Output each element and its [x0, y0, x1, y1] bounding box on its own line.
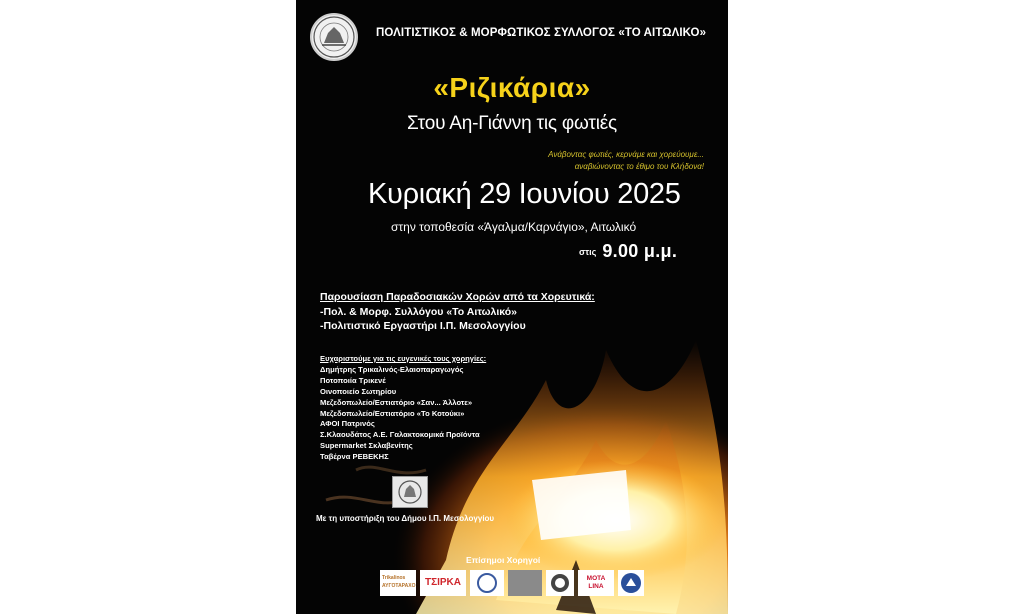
event-time — [579, 241, 677, 262]
time-prefix: στις — [579, 246, 597, 257]
municipality-logo — [392, 476, 428, 508]
municipality-support: Με τη υποστήριξη του Δήμου Ι.Π. Μεσολογγίου — [316, 514, 495, 523]
photo-sponsor-logo — [508, 570, 542, 596]
event-date: Κυριακή 29 Ιουνίου 2025 — [368, 178, 681, 210]
tagline — [404, 149, 704, 173]
event-location: στην τοποθεσία «Άγαλμα/Καρνάγιο», Αιτωλικό — [391, 220, 637, 234]
association-name: ΠΟΛΙΤΙΣΤΙΚΟΣ & ΜΟΡΦΩΤΙΚΟΣ ΣΥΛΛΟΓΟΣ «ΤΟ ΑΙΤΩΛΙΚΟ» — [376, 27, 707, 39]
sponsor-logo-text: MOTA LINA — [586, 575, 606, 590]
dance-presentation — [320, 290, 595, 334]
tsirka-logo — [420, 570, 466, 596]
tagline-line-2: αναβιώνοντας το έθιμο του Κλήδονα! — [574, 162, 704, 171]
association-emblem-icon — [312, 15, 356, 59]
sponsor-thanks — [320, 354, 486, 463]
sponsor-logo-text: ΤΣΙΡΚΑ — [424, 577, 461, 588]
association-logo — [310, 13, 358, 61]
sponsor-name: Μεζεδοπωλείο/Εστιατόριο «Σαν... Άλλοτε» — [320, 397, 473, 407]
round-badge-logo — [546, 570, 574, 596]
circle-sponsor-logo — [470, 570, 504, 596]
municipality-emblem-icon — [393, 477, 427, 507]
dance-group: -Πολ. & Μορφ. Συλλόγου «Το Αιτωλικό» — [320, 305, 518, 318]
header — [296, 10, 728, 64]
left-margin — [0, 0, 296, 614]
mota-lina-logo — [578, 570, 614, 596]
presentation-heading: Παρουσίαση Παραδοσιακών Χορών από τα Χορευτικά: — [320, 291, 595, 303]
thanks-heading: Ευχαριστούμε για τις ευγενικές τους χορηγίες: — [320, 354, 487, 363]
sponsor-name: Σ.Κλαουδάτος Α.Ε. Γαλακτοκομικά Προϊόντα — [320, 430, 480, 440]
sponsor-name: Δημήτρης Τρικαλινός-Ελαιοπαραγωγός — [320, 364, 464, 374]
sponsor-name: Supermarket Σκλαβενίτης — [320, 441, 413, 451]
tagline-line-1: Ανάβοντας φωτιές, κερνάμε και χορεύουμε... — [548, 150, 704, 159]
blue-emblem-logo — [618, 570, 644, 596]
event-poster — [296, 0, 728, 614]
blue-emblem-icon — [618, 570, 644, 596]
official-sponsors-heading: Επίσημοι Χορηγοί — [466, 555, 541, 565]
sponsor-name: Μεζεδοπωλείο/Εστιατόριο «Το Κοτούκι» — [320, 408, 465, 418]
sponsor-name: Ταβέρνα ΡΕΒΕΚΗΣ — [320, 452, 389, 462]
event-subtitle: Στου Αη-Γιάννη τις φωτιές — [407, 113, 617, 134]
sponsor-name: Οινοποιείο Σωτηρίου — [320, 386, 397, 396]
dance-group: -Πολιτιστικό Εργαστήρι Ι.Π. Μεσολογγίου — [320, 320, 526, 332]
event-title: «Ριζικάρια» — [433, 72, 591, 103]
right-margin — [728, 0, 1024, 614]
sponsor-logo-text: Trikalinos ΑΥΓΟΤΑΡΑΧΟ — [382, 575, 416, 589]
sponsor-name: ΑΦΟΙ Πατρινός — [320, 419, 375, 429]
time-value: 9.00 μ.μ. — [602, 241, 678, 261]
round-badge-icon — [546, 570, 574, 596]
circle-sponsor-icon — [470, 570, 504, 596]
sponsor-name: Ποτοποιία Τρικενέ — [320, 375, 386, 385]
trikalinos-logo — [380, 570, 416, 596]
